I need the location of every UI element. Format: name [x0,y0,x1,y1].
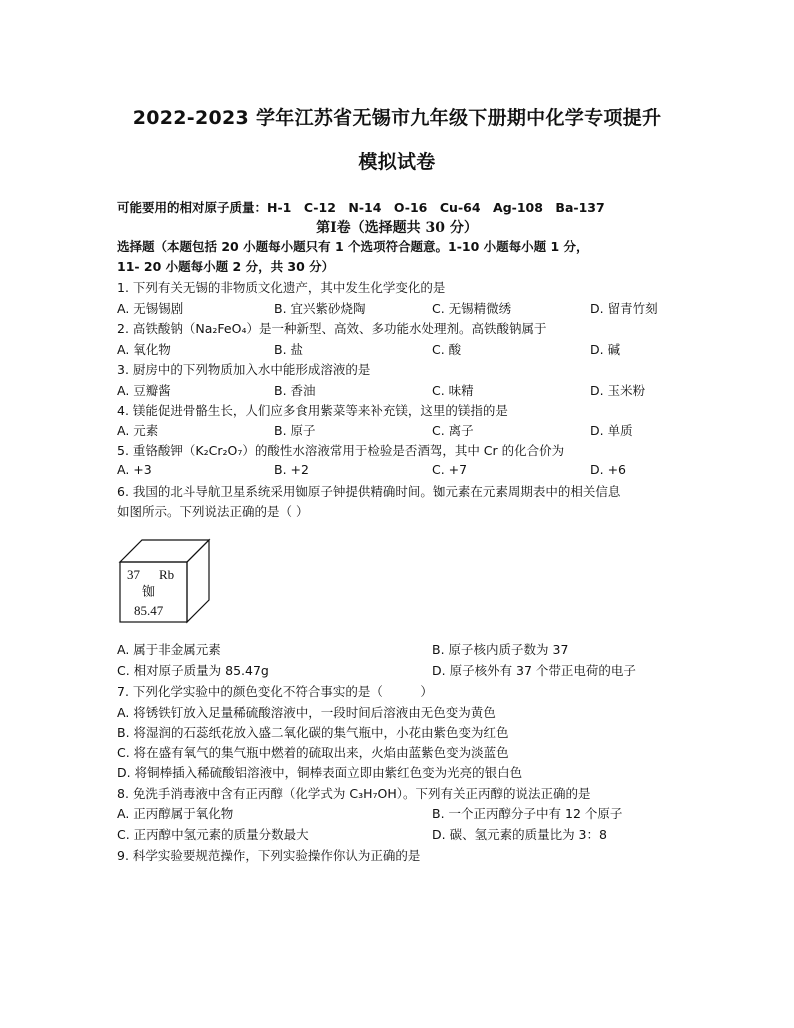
q1-option-a: A. 无锡锡剧 [117,301,184,316]
q5-option-b: B. +2 [274,462,309,477]
instructions-line2: 11- 20 小题每小题 2 分，共 30 分） [117,259,335,274]
q2-option-a: A. 氧化物 [117,342,171,357]
q4-option-b: B. 原子 [274,423,316,438]
q6-option-b: B. 原子核内质子数为 37 [432,642,569,657]
q7-option-b: B. 将湿润的石蕊纸花放入盛二氧化碳的集气瓶中，小花由紫色变为红色 [117,725,509,740]
q8-option-c: C. 正丙醇中氢元素的质量分数最大 [117,827,309,842]
q1-stem: 1. 下列有关无锡的非物质文化遗产，其中发生化学变化的是 [117,280,446,295]
q5-stem: 5. 重铬酸钾（K₂Cr₂O₇）的酸性水溶液常用于检验是否酒驾，其中 Cr 的化合价为 [117,443,565,458]
section-title: 第Ⅰ卷（选择题共 30 分） [316,220,478,236]
q9-stem: 9. 科学实验要规范操作，下列实验操作你认为正确的是 [117,848,421,863]
q5-option-a: A. +3 [117,462,152,477]
q7-option-c: C. 将在盛有氧气的集气瓶中燃着的硫取出来，火焰由蓝紫色变为淡蓝色 [117,745,509,760]
q6-option-c: C. 相对原子质量为 85.47g [117,663,269,678]
q4-option-c: C. 离子 [432,423,474,438]
q2-option-c: C. 酸 [432,342,462,357]
q3-option-b: B. 香油 [274,383,316,398]
exam-title: 2022-2023 学年江苏省无锡市九年级下册期中化学专项提升 [132,107,662,129]
q8-stem: 8. 免洗手消毒液中含有正丙醇（化学式为 C₃H₇OH）。下列有关正丙醇的说法正确的是 [117,786,591,801]
q3-stem: 3. 厨房中的下列物质加入水中能形成溶液的是 [117,362,371,377]
element-number: 37 [127,567,140,582]
q8-option-d: D. 碳、氢元素的质量比为 3：8 [432,827,607,842]
q8-option-a: A. 正丙醇属于氧化物 [117,806,234,821]
q7-stem: 7. 下列化学实验中的颜色变化不符合事实的是（ ） [117,684,433,699]
q2-option-b: B. 盐 [274,342,304,357]
q8-option-b: B. 一个正丙醇分子中有 12 个原子 [432,806,623,821]
q7-option-d: D. 将铜棒插入稀硫酸铝溶液中，铜棒表面立即由紫红色变为光亮的银白色 [117,765,523,780]
q2-stem: 2. 高铁酸钠（Na₂FeO₄）是一种新型、高效、多功能水处理剂。高铁酸钠属于 [117,321,547,336]
q6-stem-line2: 如图所示。下列说法正确的是（ ） [117,504,309,519]
q7-option-a: A. 将锈铁钉放入足量稀硫酸溶液中，一段时间后溶液由无色变为黄色 [117,705,496,720]
q5-option-d: D. +6 [590,462,626,477]
q4-option-d: D. 单质 [590,423,633,438]
exam-subtitle: 模拟试卷 [358,151,436,173]
periodic-table-cell [115,535,215,627]
q4-stem: 4. 镁能促进骨骼生长，人们应多食用紫菜等来补充镁，这里的镁指的是 [117,403,508,418]
q1-option-c: C. 无锡精微绣 [432,301,512,316]
element-symbol: Rb [159,567,175,582]
element-mass: 85.47 [134,603,164,618]
atomic-masses: 可能要用的相对原子质量：H-1 C-12 N-14 O-16 Cu-64 Ag-108 Ba-137 [117,200,605,215]
q3-option-c: C. 味精 [432,383,474,398]
instructions-line1: 选择题（本题包括 20 小题每小题只有 1 个选项符合题意。1-10 小题每小题 1 分， [117,239,589,254]
q6-option-a: A. 属于非金属元素 [117,642,221,657]
q3-option-a: A. 豆瓣酱 [117,383,171,398]
q1-option-d: D. 留青竹刻 [590,301,658,316]
q4-option-a: A. 元素 [117,423,159,438]
q6-option-d: D. 原子核外有 37 个带正电荷的电子 [432,663,636,678]
q6-stem-line1: 6. 我国的北斗导航卫星系统采用铷原子钟提供精确时间。铷元素在元素周期表中的相关信息 [117,484,621,499]
q1-option-b: B. 宜兴紫砂烧陶 [274,301,366,316]
q5-option-c: C. +7 [432,462,468,477]
q3-option-d: D. 玉米粉 [590,383,646,398]
element-name: 铷 [142,584,156,599]
q2-option-d: D. 碱 [590,342,621,357]
